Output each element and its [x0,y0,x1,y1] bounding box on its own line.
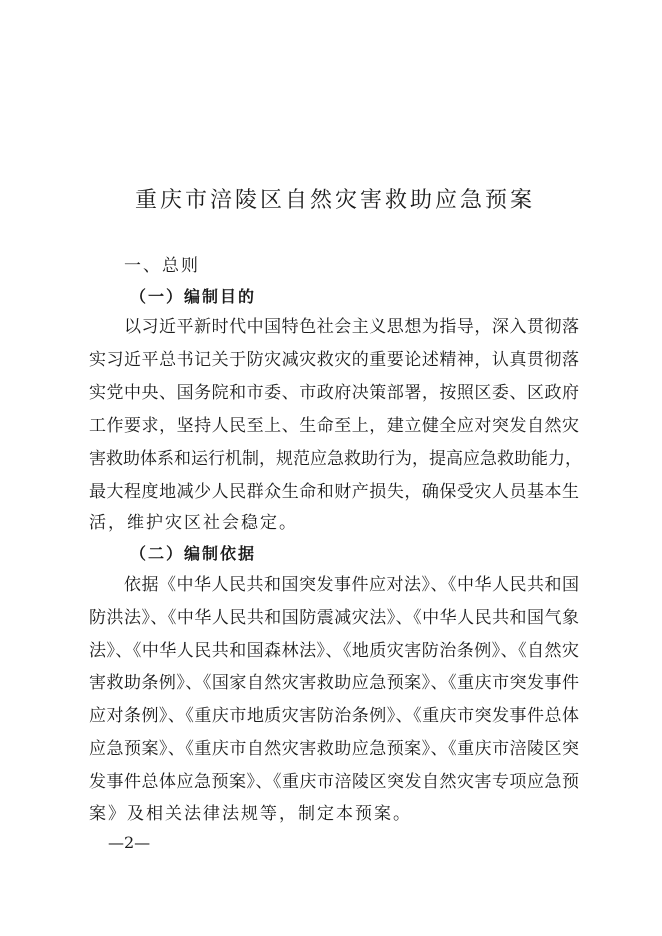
section-heading-general: 一、总则 [124,256,200,276]
text-line: 案》及相关法律法规等，制定本预案。 [89,804,412,824]
text-line: 害救助体系和运行机制，规范应急救助行为，提高应急救助能力， [89,449,582,469]
text-line: 防洪法》、《中华人民共和国防震减灾法》、《中华人民共和国气象 [89,608,579,628]
document-title: 重庆市涪陵区自然灾害救助应急预案 [134,188,535,213]
text-line: 实习近平总书记关于防灾减灾救灾的重要论述精神，认真贯彻落 [89,350,579,370]
text-line: 法》、《中华人民共和国森林法》、《地质灾害防治条例》、《自然灾 [89,641,579,661]
text-line: 活，维护灾区社会稳定。 [89,513,298,533]
text-line: 应对条例》、《重庆市地质灾害防治条例》、《重庆市突发事件总体 [89,706,579,726]
text-line: 实党中央、国务院和市委、市政府决策部署，按照区委、区政府 [89,383,579,403]
subsection-heading-basis: （二）编制依据 [130,544,257,563]
subsection-heading-purpose: （一）编制目的 [130,287,257,306]
page-number: —2— [108,833,151,852]
text-line: 应急预案》、《重庆市自然灾害救助应急预案》、《重庆市涪陵区突 [89,739,579,759]
text-line: 发事件总体应急预案》、《重庆市涪陵区突发自然灾害专项应急预 [89,772,579,792]
text-line: 以习近平新时代中国特色社会主义思想为指导，深入贯彻落 [124,317,579,337]
text-line: 最大程度地减少人民群众生命和财产损失，确保受灾人员基本生 [89,482,579,502]
text-line: 依据《中华人民共和国突发事件应对法》、《中华人民共和国 [124,575,579,595]
text-line: 害救助条例》、《国家自然灾害救助应急预案》、《重庆市突发事件 [89,673,579,693]
text-line: 工作要求，坚持人民至上、生命至上，建立健全应对突发自然灾 [89,416,579,436]
